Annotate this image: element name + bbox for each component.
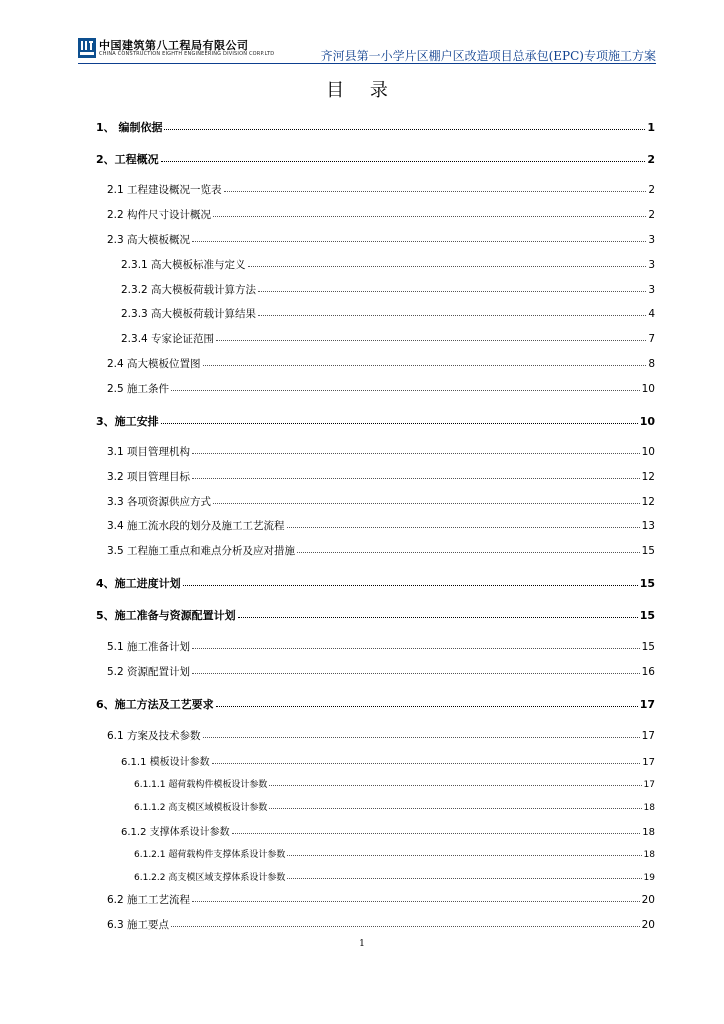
leader-dots [216, 706, 638, 707]
toc-entry[interactable] [96, 119, 655, 135]
toc-heading: 目 录 [326, 80, 398, 101]
toc-entry-label: 6.1.2 支撑体系设计参数 [121, 827, 230, 838]
toc-entry[interactable] [121, 753, 655, 768]
toc-entry[interactable] [134, 870, 655, 883]
leader-dots [171, 926, 640, 927]
toc-entry-label: 3.4 施工流水段的划分及施工工艺流程 [107, 520, 285, 532]
toc-entry-page: 2 [648, 184, 655, 196]
page-number: 1 [359, 939, 365, 949]
toc-entry[interactable] [107, 728, 655, 743]
toc-entry[interactable] [107, 207, 655, 222]
toc-entry-page: 15 [641, 545, 655, 557]
toc-entry-page: 18 [642, 827, 655, 838]
toc-entry-page: 10 [639, 415, 655, 428]
toc-entry[interactable] [107, 232, 655, 247]
leader-dots [203, 365, 647, 366]
toc-entry[interactable] [107, 444, 655, 459]
leader-dots [213, 503, 640, 504]
leader-dots [212, 763, 641, 764]
toc-entry-label: 6.2 施工工艺流程 [107, 894, 191, 906]
toc-entry[interactable] [121, 257, 655, 272]
header-divider [78, 63, 656, 64]
company-name-en: CHINA CONSTRUCTION EIGHTH ENGINEERING DIVISION CORP.LTD [99, 51, 275, 57]
toc-entry[interactable] [121, 823, 655, 838]
leader-dots [269, 808, 641, 809]
toc-entry[interactable] [134, 847, 655, 860]
toc-entry-page: 12 [641, 496, 655, 508]
leader-dots [232, 833, 641, 834]
toc-entry-label: 6.1.2.2 高支模区域支撑体系设计参数 [134, 873, 286, 883]
toc-entry-page: 20 [641, 894, 655, 906]
toc-entry-label: 6.1 方案及技术参数 [107, 730, 201, 742]
toc-entry-page: 17 [639, 698, 655, 711]
toc-entry[interactable] [107, 639, 655, 654]
toc-entry-page: 15 [639, 577, 655, 590]
page-header [78, 38, 656, 62]
toc-entry-page: 15 [639, 609, 655, 622]
toc-entry-page: 7 [648, 333, 655, 345]
toc-entry-label: 3.5 工程施工重点和难点分析及应对措施 [107, 545, 296, 557]
toc-entry-label: 2.3.1 高大模板标准与定义 [121, 259, 246, 271]
toc-entry-page: 1 [647, 121, 655, 134]
leader-dots [297, 552, 640, 553]
leader-dots [203, 737, 640, 738]
toc-entry-page: 2 [648, 209, 655, 221]
toc-entry[interactable] [134, 800, 655, 813]
toc-entry-label: 4、施工进度计划 [96, 577, 181, 590]
toc-entry-label: 2.2 构件尺寸设计概况 [107, 209, 212, 221]
leader-dots [213, 216, 646, 217]
toc-entry-page: 12 [641, 471, 655, 483]
toc-entry-page: 13 [641, 520, 655, 532]
toc-entry-label: 5.2 资源配置计划 [107, 666, 191, 678]
leader-dots [238, 617, 638, 618]
toc-entry-page: 8 [648, 358, 655, 370]
toc-entry[interactable] [107, 518, 655, 533]
toc-entry[interactable] [107, 494, 655, 509]
toc-entry[interactable] [107, 892, 655, 907]
toc-entry-page: 17 [642, 757, 655, 768]
toc-entry[interactable] [107, 182, 655, 197]
toc-entry-page: 10 [641, 446, 655, 458]
leader-dots [248, 266, 647, 267]
leader-dots [161, 423, 638, 424]
toc-entry-label: 3.1 项目管理机构 [107, 446, 191, 458]
toc-entry-label: 2.1 工程建设概况一览表 [107, 184, 222, 196]
leader-dots [192, 478, 640, 479]
leader-dots [287, 527, 640, 528]
toc-entry-label: 2.4 高大模板位置图 [107, 358, 201, 370]
toc-entry[interactable] [121, 331, 655, 346]
toc-entry[interactable] [96, 696, 655, 712]
leader-dots [224, 191, 647, 192]
toc-entry-label: 2.3.3 高大模板荷载计算结果 [121, 308, 257, 320]
toc-entry-label: 6.1.1.1 超荷载构件模板设计参数 [134, 780, 268, 790]
toc-entry-label: 3.2 项目管理目标 [107, 471, 191, 483]
toc-entry-label: 5.1 施工准备计划 [107, 641, 191, 653]
toc-entry-page: 19 [643, 873, 655, 883]
leader-dots [183, 585, 638, 586]
toc-entry-label: 6、施工方法及工艺要求 [96, 698, 214, 711]
leader-dots [216, 340, 646, 341]
toc-entry-page: 10 [641, 383, 655, 395]
toc-entry-page: 16 [641, 666, 655, 678]
toc-entry-label: 3.3 各项资源供应方式 [107, 496, 212, 508]
toc-entry[interactable] [107, 356, 655, 371]
toc-entry-label: 6.1.1 模板设计参数 [121, 757, 210, 768]
toc-entry-page: 3 [648, 259, 655, 271]
toc-entry-label: 2.5 施工条件 [107, 383, 170, 395]
leader-dots [192, 453, 640, 454]
toc-entry[interactable] [107, 543, 655, 558]
toc-entry-label: 2.3.4 专家论证范围 [121, 333, 215, 345]
toc-entry-label: 2.3.2 高大模板荷载计算方法 [121, 284, 257, 296]
toc-entry-page: 17 [643, 780, 655, 790]
leader-dots [192, 901, 640, 902]
toc-entry-page: 18 [643, 803, 655, 813]
toc-entry-label: 2.3 高大模板概况 [107, 234, 191, 246]
leader-dots [269, 785, 641, 786]
toc-entry[interactable] [121, 306, 655, 321]
document-title: 齐河县第一小学片区棚户区改造项目总承包(EPC)专项施工方案 [320, 49, 656, 63]
leader-dots [164, 129, 645, 130]
toc-entry[interactable] [134, 777, 655, 790]
toc-entry[interactable] [107, 664, 655, 679]
toc-entry[interactable] [107, 381, 655, 396]
leader-dots [287, 855, 641, 856]
toc-entry[interactable] [96, 151, 655, 167]
company-name-cn: 中国建筑第八工程局有限公司 [99, 39, 249, 52]
toc-entry-label: 5、施工准备与资源配置计划 [96, 609, 236, 622]
leader-dots [192, 648, 640, 649]
toc-entry-label: 6.1.1.2 高支模区域模板设计参数 [134, 803, 268, 813]
leader-dots [192, 241, 646, 242]
leader-dots [161, 161, 646, 162]
toc-entry[interactable] [107, 469, 655, 484]
toc-entry[interactable] [96, 607, 655, 623]
leader-dots [171, 390, 640, 391]
toc-entry-page: 18 [643, 850, 655, 860]
leader-dots [192, 673, 640, 674]
toc-entry[interactable] [107, 917, 655, 932]
toc-entry-page: 2 [647, 153, 655, 166]
toc-entry-label: 6.3 施工要点 [107, 919, 170, 931]
toc-entry-page: 17 [641, 730, 655, 742]
toc-entry-label: 6.1.2.1 超荷载构件支撑体系设计参数 [134, 850, 286, 860]
leader-dots [287, 878, 641, 879]
leader-dots [258, 315, 646, 316]
toc-entry-label: 1、 编制依据 [96, 121, 163, 134]
toc-entry-label: 3、施工安排 [96, 415, 159, 428]
toc-entry-page: 20 [641, 919, 655, 931]
leader-dots [258, 291, 646, 292]
toc-entry-page: 3 [648, 234, 655, 246]
company-logo [78, 38, 96, 58]
toc-entry-page: 3 [648, 284, 655, 296]
toc-entry-page: 15 [641, 641, 655, 653]
toc-entry-label: 2、工程概况 [96, 153, 159, 166]
toc-entry[interactable] [96, 413, 655, 429]
toc-entry[interactable] [96, 575, 655, 591]
toc-entry[interactable] [121, 282, 655, 297]
toc-entry-page: 4 [648, 308, 655, 320]
